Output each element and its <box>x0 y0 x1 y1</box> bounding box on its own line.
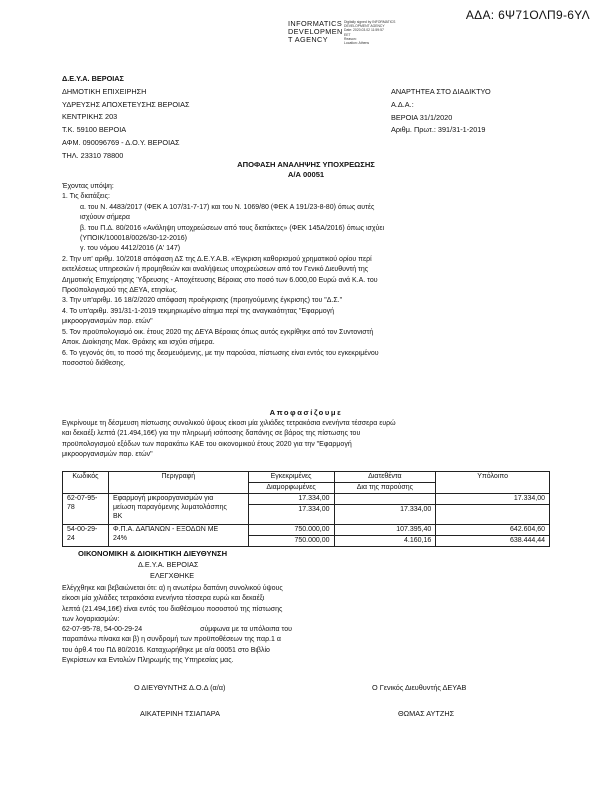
signature-line: Date: 2020.03.02 11:59:57 <box>344 28 384 33</box>
text-line: μικροοργανισμών παρ. ετών" <box>62 318 153 326</box>
allocated-amount <box>334 494 436 505</box>
text-line: προϋπολογισμού εξόδων των παρακάτω ΚΑΕ του οικονομικού έτους 2020 για την "Εφαρμογή <box>62 440 352 448</box>
issuer-name: Δ.Ε.Υ.Α. ΒΕΡΟΙΑΣ <box>62 74 124 83</box>
text-line <box>62 625 392 635</box>
allocated-amount: 4.160,16 <box>334 536 436 547</box>
text-line: 5. Τον προϋπολογισμό οικ. έτους 2020 της ΔΕΥΑ Βέροιας όπως αυτός εγκρίθηκε από τον Συντονιστή <box>62 328 374 336</box>
text-line: 3. Την υπ'αριθμ. 16 18/2/2020 απόφαση προέγκρισης (προηγούμενης έγκρισης) του "Δ.Σ." <box>62 297 343 305</box>
text-line: Εγκρίσεων και Εντολών Πληρωμής της Υπηρεσίας μας. <box>62 657 234 665</box>
text-line: β. του Π.Δ. 80/2016 «Ανάληψη υποχρεώσεων από τους διατάκτες» (ΦΕΚ 145Α/2016) όπως ισχύει <box>80 224 385 232</box>
issuer-line: ΥΔΡΕΥΣΗΣ ΑΠΟΧΕΤΕΥΣΗΣ ΒΕΡΟΙΑΣ <box>62 99 190 109</box>
decision-text <box>62 419 550 461</box>
desc-line: 24% <box>112 535 127 542</box>
account-description <box>108 494 248 525</box>
text-line: 1. Τις διατάξεις: <box>62 193 110 201</box>
text-line: ποσοστού διάθεσης. <box>62 359 126 367</box>
text-fragment: σύμφωνα με τα υπόλοιπα του <box>200 626 292 634</box>
text-line: των λογαριασμών: <box>62 615 120 623</box>
budget-table <box>62 471 550 547</box>
agency-line: T AGENCY <box>288 35 328 44</box>
allocated-amount: 107.395,40 <box>334 525 436 536</box>
text-line: του άρθ.4 του ΠΔ 80/2016. Καταχωρήθηκε με α/α 00051 στο Βιβλίο <box>62 646 270 654</box>
desc-line: ΒΚ <box>112 513 123 520</box>
decision-heading: Αποφασίζουμε <box>269 408 343 417</box>
desc-line: μείωση παραγόμενης λυματολάσπης <box>112 504 227 511</box>
finance-dept-title: ΟΙΚΟΝΟΜΙΚΗ & ΔΙΟΙΚΗΤΙΚΗ ΔΙΕΥΘΥΝΣΗ <box>78 549 228 558</box>
issuer-line: ΚΕΝΤΡΙΚΗΣ 203 <box>62 112 118 122</box>
text-line: εκτελέσεως υπηρεσιών ή προμηθειών και αναλήψεως υποχρεώσεων από τον Γενικό Διευθυντή της <box>62 266 369 274</box>
approved-amount: 750.000,00 <box>248 525 334 536</box>
issuer-block <box>62 73 189 163</box>
approved-amount: 17.334,00 <box>248 494 334 505</box>
text-line: μικροοργανισμών παρ. ετών" <box>62 451 153 459</box>
issuer-line: ΔΗΜΟΤΙΚΗ ΕΠΙΧΕΙΡΗΣΗ <box>62 86 147 96</box>
text-line: Δημοτικής Επιχείρησης Ύδρευσης - Αποχέτευσης Βέροιας στο ποσό των 6.000,00 Ευρώ ανά Κ.Α. του <box>62 276 378 284</box>
approved-amount: 17.334,00 <box>248 505 334 525</box>
col-header: Υπόλοιπο <box>436 472 550 494</box>
issuer-line: Τ.Κ. 59100 ΒΕΡΟΙΑ <box>62 125 127 135</box>
signature-line: Reason: <box>344 36 357 41</box>
desc-line: Φ.Π.Α. ΔΑΠΑΝΩΝ - ΕΞΟΔΩΝ ΜΕ <box>112 526 219 533</box>
text-line: Έχοντας υπόψη: <box>62 183 114 190</box>
table-row <box>63 494 550 505</box>
meta-line: ΒΕΡΟΙΑ 31/1/2020 <box>391 112 453 122</box>
text-line: παραπάνω πίνακα και β) η συνδρομή των προϋποθέσεων της παρ.1 α <box>62 636 281 644</box>
text-line: Ελέγχθηκε και βεβαιώνεται ότι: α) η ανωτέρω δαπάνη συνολικού ύψους <box>62 585 283 592</box>
balance-amount: 642.604,60 <box>436 525 550 536</box>
col-header: Περιγραφή <box>108 472 248 494</box>
meta-line: ΑΝΑΡΤΗΤΕΑ ΣΤΟ ΔΙΑΔΙΚΤΥΟ <box>391 87 491 96</box>
signature-line: Location: Athens <box>344 41 370 46</box>
col-subheader: Δια της παρούσης <box>334 483 436 494</box>
account-code: 54-00-29-24 <box>63 525 109 547</box>
doc-meta <box>391 86 491 137</box>
finance-org: Δ.Ε.Υ.Α. ΒΕΡΟΙΑΣ <box>138 560 199 569</box>
text-line: Εγκρίνουμε τη δέσμευση πίστωσης συνολικού ύψους είκοσι μία χιλιάδες τετρακόσια ενενήντα τέσσερα ευρώ <box>62 420 396 427</box>
agency-line: INFORMATICS <box>288 19 343 28</box>
table-header-row <box>63 472 550 483</box>
text-line: 4. Το υπ'αριθμ. 391/31-1-2019 τεκμηριωμένο αίτημα περί της αναγκαιότητας "Εφαρμογή <box>62 307 335 315</box>
signature-line: Digitally signed by INFORMATICS <box>344 20 396 24</box>
issuer-line: ΑΦΜ. 090096769 - Δ.Ο.Υ. ΒΕΡΟΙΑΣ <box>62 137 180 147</box>
text-line: (ΥΠΟΙΚ/100018/0026/30-12-2016) <box>80 235 188 243</box>
text-line: λεπτά (21.494,16€) είναι εντός του διαθέσιμου ποσοστού της πίστωσης <box>62 605 283 613</box>
meta-line: Α.Δ.Α.: <box>391 99 414 109</box>
col-header: Εγκεκριμένες <box>248 472 334 483</box>
desc-line: Εφαρμογή μικροοργανισμών για <box>112 495 214 502</box>
approved-amount: 750.000,00 <box>248 536 334 547</box>
table-row <box>63 525 550 536</box>
text-line: και δεκαέξι λεπτά (21.494,16€) για την πληρωμή ισόποσης δαπάνης σε βάρος της πίστωσης του <box>62 430 361 438</box>
allocated-amount: 17.334,00 <box>334 505 436 525</box>
signatory-left-name: ΑΙΚΑΤΕΡΙΝΗ ΤΣΙΑΠΑΡΑ <box>140 709 220 718</box>
digital-signature-stamp <box>344 20 422 45</box>
verification-text <box>62 584 392 666</box>
text-line: α. του Ν. 4483/2017 (ΦΕΚ Α 107/31-7-17) και του Ν. 1069/80 (ΦΕΚ Α 191/23-8-80) όπως αυτές <box>80 203 375 211</box>
document-title: ΑΠΟΦΑΣΗ ΑΝΑΛΗΨΗΣ ΥΠΟΧΡΕΩΣΗΣ <box>237 160 375 169</box>
considerations <box>62 182 550 369</box>
text-line: Αποκ. Διοίκησης Μακ. Θράκης και ισχύει σήμερα. <box>62 339 215 347</box>
col-header: Διατεθέντα <box>334 472 436 483</box>
signature-line: EET <box>344 32 351 37</box>
checked-label: ΕΛΕΓΧΘΗΚΕ <box>150 571 195 580</box>
signature-line: DEVELOPMENT AGENCY <box>344 24 385 29</box>
meta-line: Αριθμ. Πρωτ.: 391/31-1-2019 <box>391 125 486 135</box>
text-line: ισχύουν σήμερα <box>80 214 130 222</box>
agency-line: DEVELOPMEN <box>288 27 343 36</box>
col-subheader: Διαμορφωμένες <box>248 483 334 494</box>
text-line: 6. Το γεγονός ότι, το ποσό της δεσμευόμενης, με την παρούσα, πίστωσης είναι εντός του εγκεκριμένου <box>62 349 379 357</box>
text-line: γ. του νόμου 4412/2016 (Α' 147) <box>80 245 181 253</box>
text-line: Προϋπολογισμού της ΔΕΥΑ, ετησίως. <box>62 287 178 295</box>
balance-amount: 17.334,00 <box>436 494 550 505</box>
col-header: Κωδικός <box>63 472 109 494</box>
balance-amount: 638.444,44 <box>436 536 550 547</box>
signatory-right-name: ΘΩΜΑΣ ΑΥΤΖΗΣ <box>398 709 455 718</box>
balance-amount <box>436 505 550 525</box>
text-line: 2. Την υπ' αριθμ. 10/2018 απόφαση ΔΣ της Δ.Ε.Υ.Α.Β. «Έγκριση καθορισμού χρηματικού ορίου περί <box>62 255 372 263</box>
signature-agency <box>288 20 343 44</box>
signatory-left-role: Ο ΔΙΕΥΘΥΝΤΗΣ Δ.Ο.Δ (α/α) <box>134 683 226 692</box>
ada-code: ΑΔΑ: 6Ψ71ΟΛΠ9-6ΥΛ <box>465 8 590 22</box>
account-code: 62-07-95-78 <box>63 494 109 525</box>
issuer-line: ΤΗΛ. 23310 78800 <box>62 150 124 160</box>
signatory-right-role: Ο Γενικός Διευθυντής ΔΕΥΑΒ <box>372 683 467 692</box>
text-line: είκοσι μία χιλιάδες τετρακόσια ενενήντα τέσσερα ευρώ και δεκαέξι <box>62 595 265 603</box>
document-number: Α/Α 00051 <box>287 170 325 179</box>
account-list: 62-07-95-78, 54-00-29-24 <box>62 626 143 634</box>
account-description <box>108 525 248 547</box>
